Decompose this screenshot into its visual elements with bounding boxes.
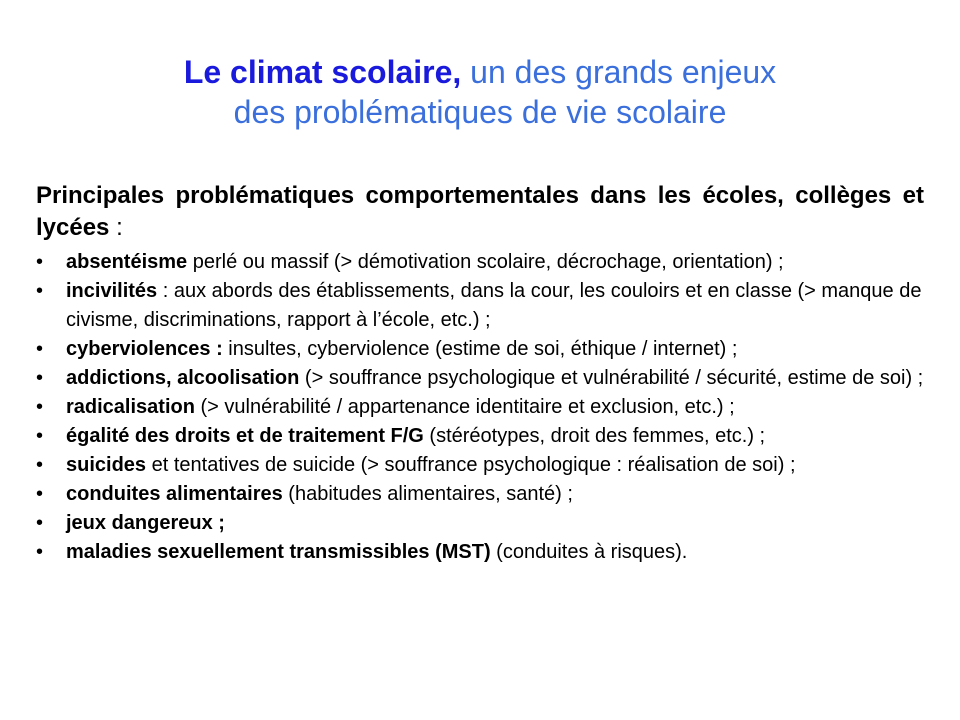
issues-list [36, 248, 924, 567]
bullet-icon: • [36, 280, 44, 302]
item-text: et tentatives de suicide (> souffrance psychologique : réalisation de soi) ; [146, 454, 796, 476]
list-item [36, 364, 924, 393]
item-term: absentéisme [66, 251, 188, 273]
list-item [36, 393, 924, 422]
item-term: suicides [66, 454, 147, 476]
item-text: insultes, cyberviolence (estime de soi, éthique / internet) ; [222, 338, 738, 360]
item-term: radicalisation [66, 396, 195, 418]
list-item [36, 451, 924, 480]
item-term: égalité des droits et de traitement F/G [66, 425, 424, 447]
list-item [36, 509, 924, 538]
list-item [36, 335, 924, 364]
item-term: maladies sexuellement transmissibles (MST) [66, 541, 491, 563]
item-text: : aux abords des établissements, dans la cour, les couloirs et en classe (> manque de civisme, discriminations, rapport à l’école, etc.) ; [66, 280, 922, 331]
bullet-icon: • [36, 425, 44, 447]
item-text: (habitudes alimentaires, santé) ; [282, 483, 573, 505]
list-item [36, 538, 924, 567]
title-bold: Le climat scolaire, [183, 54, 462, 90]
item-text: (> vulnérabilité / appartenance identitaire et exclusion, etc.) ; [194, 396, 735, 418]
bullet-icon: • [36, 338, 44, 360]
item-term: cyberviolences : [66, 338, 223, 360]
bullet-icon: • [36, 251, 44, 273]
bullet-icon: • [36, 541, 44, 563]
bullet-icon: • [36, 396, 44, 418]
list-item [36, 277, 924, 335]
slide-title [0, 52, 960, 132]
item-term: conduites alimentaires [66, 483, 283, 505]
title-line-2: des problématiques de vie scolaire [233, 94, 727, 130]
item-term: jeux dangereux ; [66, 512, 225, 534]
bullet-icon: • [36, 512, 44, 534]
item-text: perlé ou massif (> démotivation scolaire, décrochage, orientation) ; [187, 251, 784, 273]
list-item [36, 422, 924, 451]
bullet-icon: • [36, 367, 44, 389]
item-term: addictions, alcoolisation [66, 367, 300, 389]
bullet-icon: • [36, 483, 44, 505]
item-term: incivilités [66, 280, 158, 302]
list-item [36, 248, 924, 277]
intro-bold: Principales problématiques comportementales dans les écoles, collèges et lycées [36, 182, 924, 241]
item-text: (> souffrance psychologique et vulnérabilité / sécurité, estime de soi) ; [299, 367, 924, 389]
item-text: (stéréotypes, droit des femmes, etc.) ; [423, 425, 766, 447]
title-line-1 [0, 52, 960, 92]
intro-heading [36, 180, 924, 244]
bullet-icon: • [36, 454, 44, 476]
title-line1-rest: un des grands enjeux [461, 54, 777, 90]
item-text: (conduites à risques). [490, 541, 688, 563]
list-item [36, 480, 924, 509]
intro-colon: : [109, 214, 123, 241]
